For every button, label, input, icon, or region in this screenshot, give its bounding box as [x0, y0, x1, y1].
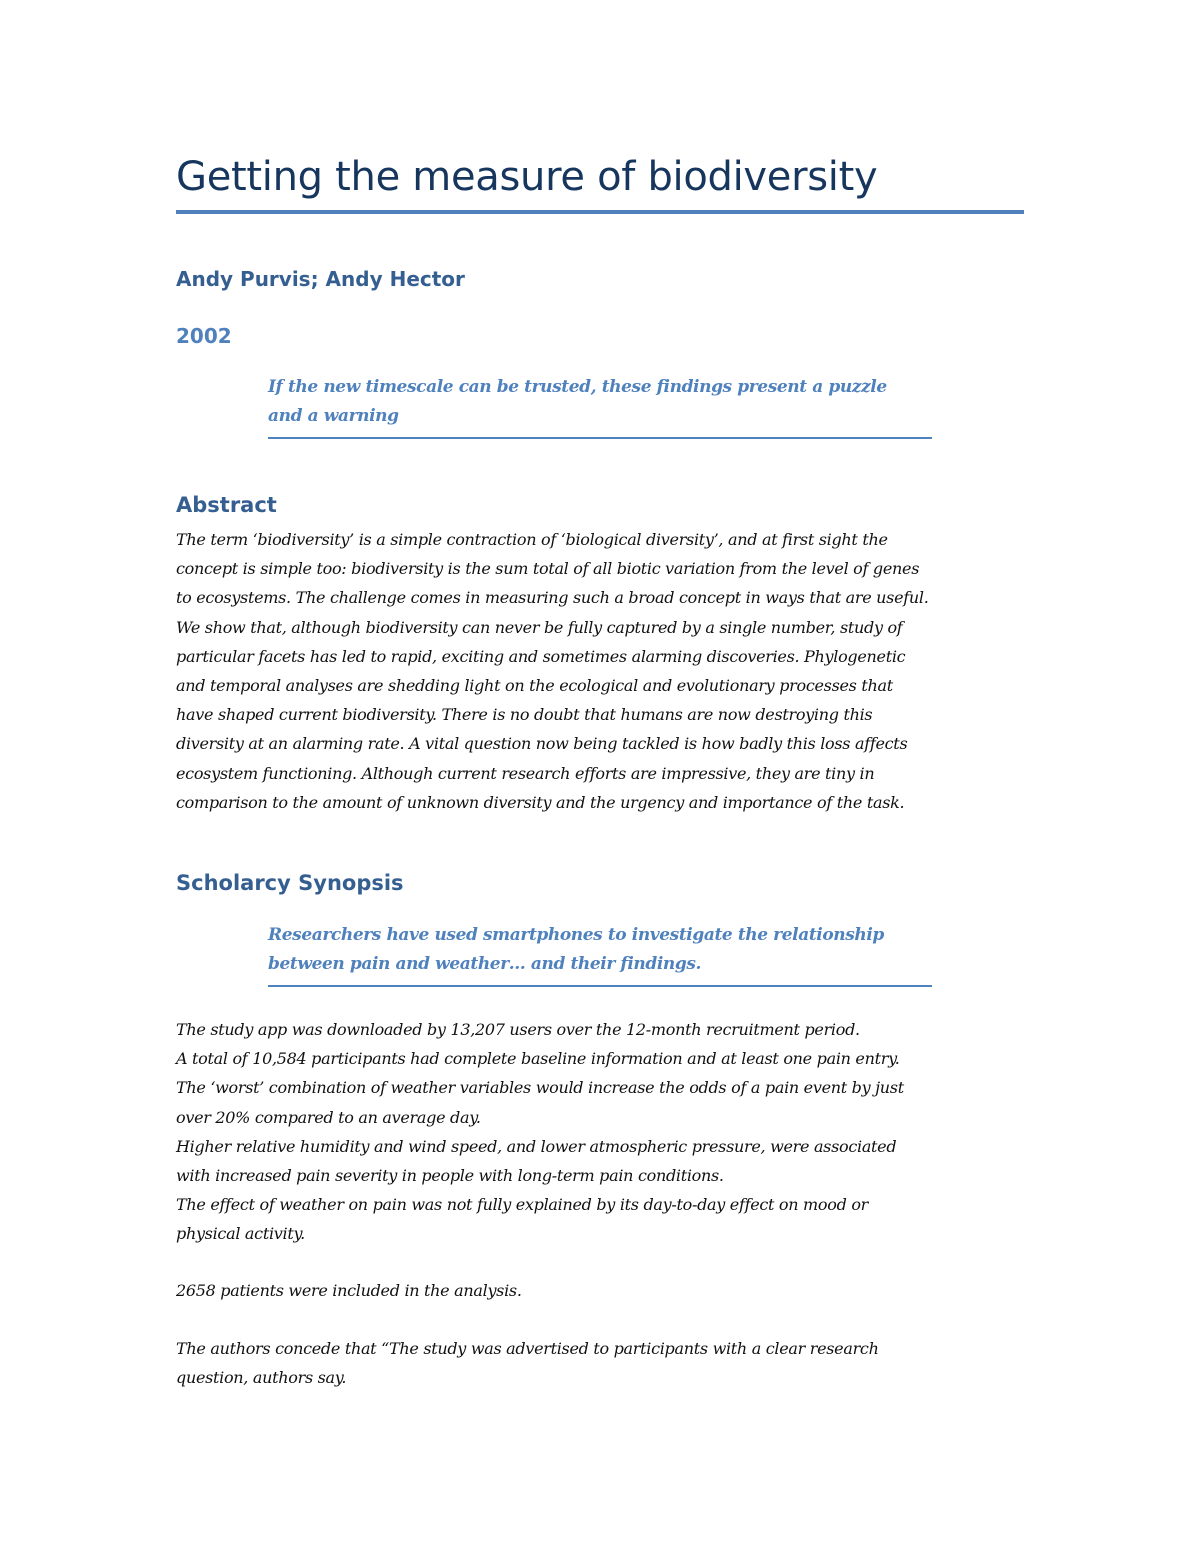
title-underline [176, 210, 1024, 214]
abstract-line: The term ‘biodiversity’ is a simple contraction of ‘biological diversity’, and at first sight the [176, 530, 888, 549]
abstract-line: particular facets has led to rapid, exciting and sometimes alarming discoveries. Phylogenetic [176, 646, 906, 666]
publication-year: 2002 [176, 324, 232, 348]
concede-line: question, authors say. [176, 1368, 347, 1388]
pull-quote [268, 373, 932, 439]
concede-paragraph [176, 1334, 1036, 1392]
abstract-heading: Abstract [176, 493, 277, 517]
pull-quote-line: and a warning [268, 406, 399, 426]
synopsis-line: Higher relative humidity and wind speed, and lower atmospheric pressure, were associated [176, 1136, 897, 1156]
abstract-line: to ecosystems. The challenge comes in measuring such a broad concept in ways that are useful. [176, 588, 929, 608]
synopsis-line: The ‘worst’ combination of weather variables would increase the odds of a pain event by just [176, 1078, 904, 1098]
abstract-line: and temporal analyses are shedding light on the ecological and evolutionary processes that [176, 676, 893, 696]
pull-quote-line: between pain and weather… and their findings. [268, 954, 702, 974]
synopsis-line: over 20% compared to an average day. [176, 1107, 481, 1127]
synopsis-line: A total of 10,584 participants had complete baseline information and at least one pain entry. [176, 1049, 900, 1069]
authors: Andy Purvis; Andy Hector [176, 267, 465, 291]
synopsis-line: The effect of weather on pain was not fully explained by its day-to-day effect on mood or [176, 1195, 869, 1215]
abstract-line: We show that, although biodiversity can never be fully captured by a single number, study of [176, 617, 903, 637]
abstract-line: ecosystem functioning. Although current research efforts are impressive, they are tiny in [176, 763, 875, 783]
pull-quote-line: If the new timescale can be trusted, these findings present a puzzle [268, 377, 887, 397]
abstract-body [176, 525, 1036, 817]
synopsis-body [176, 1015, 1036, 1249]
abstract-line: concept is simple too: biodiversity is the sum total of all biotic variation from the level of genes [176, 559, 920, 579]
pull-quote-line: Researchers have used smartphones to investigate the relationship [268, 925, 884, 945]
abstract-line: diversity at an alarming rate. A vital question now being tackled is how badly this loss affects [176, 734, 908, 754]
document-title: Getting the measure of biodiversity [176, 154, 878, 200]
patients-paragraph [176, 1276, 1036, 1305]
synopsis-line: The study app was downloaded by 13,207 users over the 12-month recruitment period. [176, 1020, 860, 1039]
abstract-line: comparison to the amount of unknown diversity and the urgency and importance of the task. [176, 792, 905, 812]
synopsis-line: physical activity. [176, 1224, 305, 1244]
synopsis-pull-quote [268, 921, 932, 987]
concede-line: The authors concede that “The study was advertised to participants with a clear research [176, 1339, 879, 1358]
synopsis-line: with increased pain severity in people with long-term pain conditions. [176, 1166, 724, 1186]
synopsis-heading: Scholarcy Synopsis [176, 871, 404, 895]
patients-line: 2658 patients were included in the analysis. [176, 1281, 522, 1300]
abstract-line: have shaped current biodiversity. There is no doubt that humans are now destroying this [176, 705, 873, 725]
